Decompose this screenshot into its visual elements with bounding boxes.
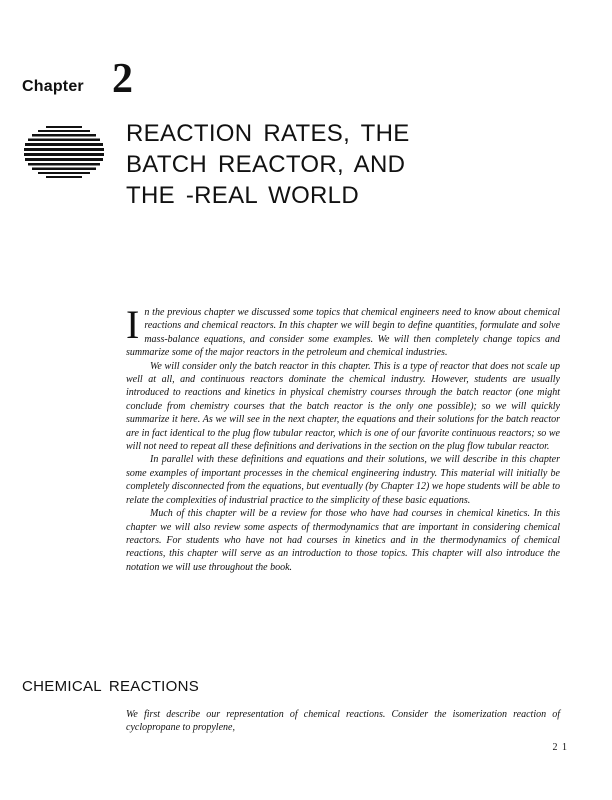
chapter-number: 2 [112,56,133,102]
chapter-label: Chapter [22,78,84,95]
intro-paragraph-1-text: n the previous chapter we discussed some topics that chemical engineers need to know about chemical reactions and chemical reactors. In this chapter we will begin to define quantities, formulate and solve mass-balance equations, and consider some examples. We will then completely change topics and summarize some of the major reactors in the petroleum and chemical industries. [126,307,560,359]
chapter-title [126,118,566,211]
intro-paragraph-3: In parallel with these definitions and equations and their solutions, we will describe in this chapter some examples of important processes in the chemical engineering industry. This material will initially be completely disconnected from the equations, but eventually (by Chapter 12) we hope students will be able to relate the complexities of industrial practice to the simplicity of these basic equations. [126,454,560,506]
chapter-title-line-1: REACTION RATES, THE [126,120,410,147]
drop-cap: I [126,302,140,347]
intro-paragraph-2: We will consider only the batch reactor in this chapter. This is a type of reactor that does not scale up well at all, and continuous reactors dominate the chemical industry. However, students are usually introduced to reactions and kinetics in physical chemistry courses through the batch reactor (one might conclude from chemistry courses that the batch reactor is the only one possible); so we will quickly summarize it here. As we will see in the next chapter, the equations and their solutions for the batch reactor are in fact identical to the plug flow tubular reactor, which is one of our favorite continuous reactors; so we will not need to repeat all these definitions and derivations in the section on the plug flow tubular reactor. [126,360,560,453]
intro-body [126,302,560,574]
chapter-emblem-icon [24,124,104,182]
intro-paragraph-4: Much of this chapter will be a review for those who have had courses in chemical kinetics. In this chapter we will also review some aspects of thermodynamics that are important in considering chemical reactors. For students who have not had courses in kinetics and in the thermodynamics of chemical reactions, this chapter will serve as an introduction to those topics. This chapter will also introduce the notation we will use throughout the book. [126,508,560,573]
section-heading: CHEMICAL REACTIONS [22,678,200,695]
chapter-title-line-2: BATCH REACTOR, AND [126,151,406,178]
chapter-title-line-3: THE -REAL WORLD [126,182,359,209]
page-number: 2 1 [552,742,568,753]
intro-paragraph-1 [126,302,560,360]
section-paragraph-1: We first describe our representation of chemical reactions. Consider the isomerization reaction of cyclopropane to propylene, [126,709,560,734]
